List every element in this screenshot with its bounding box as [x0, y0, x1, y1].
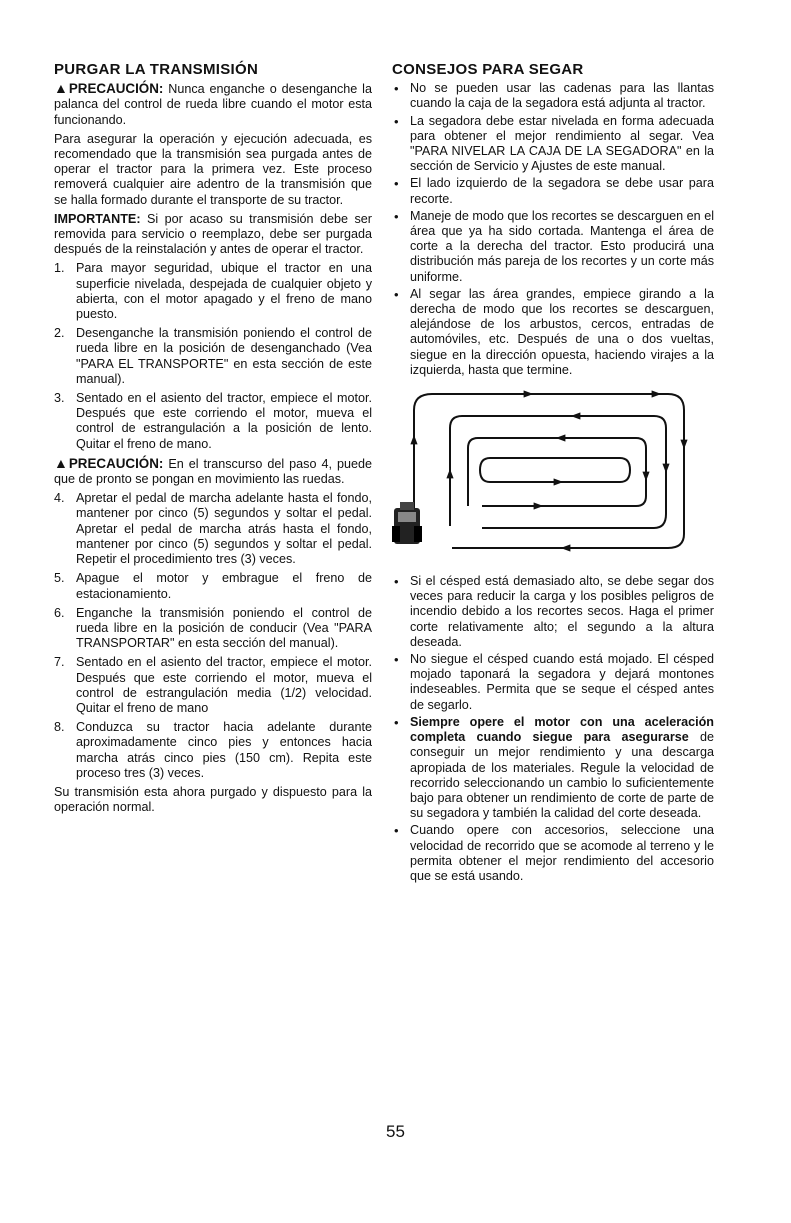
right-column	[392, 62, 714, 886]
step-item	[54, 606, 372, 652]
tip-item	[392, 652, 714, 713]
warning-triangle-icon: ▲	[54, 80, 68, 97]
tips-list-a	[392, 81, 714, 378]
step-text: Sentado en el asiento del tractor, empiece el motor. Después que este corriendo el motor, mueva el control de estrangulación a la posición de lento. Quitar el freno de mano.	[76, 391, 372, 451]
important-text: Si por acaso su transmisión debe ser removida para servicio o reemplazo, debe ser purgada después de la reinstalación y antes de operar el tractor.	[54, 211, 372, 257]
caution-1-text: Nunca enganche o desenganche la palanca del control de rueda libre cuando el motor esta funcionando.	[54, 82, 372, 127]
purge-heading: PURGAR LA TRANSMISIÓN	[54, 61, 259, 78]
mowing-pattern-diagram	[392, 386, 692, 562]
steps-list-a	[54, 261, 372, 451]
step-text: Desenganche la transmisión poniendo el control de rueda libre en la posición de desenganchado (Vea "PARA EL TRANSPORTE" en esta sección de este manual).	[76, 326, 372, 386]
step-text: Para mayor seguridad, ubique el tractor en una superficie nivelada, despejada de cualquier objeto y abierta, con el motor apagado y el freno de mano puesto.	[76, 261, 372, 322]
step-number: 8.	[54, 720, 65, 735]
purge-closing: Su transmisión esta ahora purgado y dispuesto para la operación normal.	[54, 784, 372, 815]
tip-item	[392, 715, 714, 821]
tip-item: • Maneje de modo que los recortes se descarguen en el área que ya ha sido cortada. Mantenga el área de corte a la derecha del tractor. Esto producirá una distribución más pareja de los recortes y un corte más uniforme.	[392, 209, 714, 285]
step-item	[54, 720, 372, 781]
important-note	[54, 212, 372, 258]
tip-text: No siegue el césped cuando está mojado. El césped mojado taponará la segadora y dejará montones indeseables. Permita que se seque el césped antes de segarlo.	[410, 652, 714, 712]
mow-path-ring-2	[450, 416, 666, 528]
tip-item: • El lado izquierdo de la segadora se debe usar para recorte.	[392, 176, 714, 206]
step-number: 6.	[54, 605, 65, 620]
step-item	[54, 491, 372, 567]
warning-triangle-icon: ▲	[54, 454, 68, 471]
tip-item: • Al segar las área grandes, empiece girando a la derecha de modo que los recortes se descarguen, alejándose de los arbustos, cercos, entradas de automóviles, etc. Después de una o dos vueltas, siegue en la dirección opuesta, haciendo virajes a la izquierda, hasta que termine.	[392, 287, 714, 378]
step-number: 5.	[54, 571, 65, 586]
mow-path-inner	[480, 458, 630, 482]
important-label: IMPORTANTE:	[54, 211, 141, 226]
caution-1-label: PRECAUCIÓN:	[68, 81, 164, 97]
mowing-tips-heading: CONSEJOS PARA SEGAR	[392, 61, 584, 78]
step-item	[54, 655, 372, 716]
tips-list-b	[392, 574, 714, 884]
step-text: Apretar el pedal de marcha adelante hasta el fondo, mantener por cinco (5) segundos y soltar el pedal. Apretar el pedal de marcha atrás hasta el fondo, mantener por cinco (5) segundos y soltar el pedal. Repetir el procedimiento tres (3) veces.	[76, 491, 372, 567]
step-number: 4.	[54, 491, 65, 506]
page-number: 55	[386, 1122, 405, 1141]
step-item	[54, 391, 372, 452]
caution-2-label: PRECAUCIÓN:	[68, 455, 164, 471]
tip-bold-text: Siempre opere el motor con una aceleración completa cuando siegue para asegurarse	[410, 714, 714, 745]
caution-2-text: En el transcurso del paso 4, puede que de pronto se pongan en movimiento las ruedas.	[54, 456, 372, 487]
step-number: 1.	[54, 261, 65, 276]
steps-list-b	[54, 491, 372, 781]
step-text: Enganche la transmisión poniendo el control de rueda libre en la posición de conducir (Vea "PARA TRANSPORTAR" en esta sección del manual).	[76, 605, 372, 651]
tip-item: • No se pueden usar las cadenas para las llantas cuando la caja de la segadora está adjunta al tractor.	[392, 81, 714, 111]
step-text: Apague el motor y embrague el freno de estacionamiento.	[76, 571, 372, 601]
step-item	[54, 571, 372, 601]
caution-2	[54, 456, 372, 487]
mow-path-ring-3	[468, 438, 646, 506]
step-item	[54, 261, 372, 322]
step-number: 7.	[54, 655, 65, 670]
tip-item	[392, 823, 714, 884]
purge-intro: Para asegurar la operación y ejecución adecuada, es recomendado que la transmisión sea purgada antes de operar el tractor para la primera vez. Este proceso removerá cualquier aire adentro de la transmisión que se halla formado durante el transporte de su tractor.	[54, 131, 372, 207]
step-item	[54, 326, 372, 387]
caution-1	[54, 81, 372, 128]
step-text: Conduzca su tractor hacia adelante durante aproximadamente cinco pies y entonces hacia marcha atrás cinco pies (150 cm). Repita este proceso tres (3) veces.	[76, 720, 372, 780]
tip-item: • La segadora debe estar nivelada en forma adecuada para obtener el mejor rendimiento al segar. Vea "PARA NIVELAR LA CAJA DE LA SEGADORA" en la sección de Servicio y Ajustes de este manual.	[392, 114, 714, 175]
step-number: 2.	[54, 326, 65, 341]
tip-text: Si el césped está demasiado alto, se debe segar dos veces para reducir la carga y los posibles peligros de incendio debido a los recortes secos. Haga el primer corte relativamente alto; el segundo a la altura deseada.	[410, 574, 714, 649]
step-number: 3.	[54, 391, 65, 406]
left-column	[54, 62, 372, 819]
tip-item	[392, 574, 714, 650]
tip-text: de conseguir un mejor rendimiento y una descarga apropiada de los materiales. Regule la velocidad de recorrido seleccionando un cambio lo suficientemente bajo para obtener un rendimiento de corte de parte de su segadora y también la calidad del corte deseada.	[410, 730, 714, 821]
tip-text: Cuando opere con accesorios, seleccione una velocidad de recorrido que se acomode al terreno y le permita obtener el mejor rendimiento del accesorio que se está usando.	[410, 823, 714, 883]
tractor-icon	[392, 502, 422, 544]
step-text: Sentado en el asiento del tractor, empiece el motor. Después que este corriendo el motor, mueva el control de estrangulación media (1/2) velocidad. Quitar el freno de mano	[76, 655, 372, 715]
